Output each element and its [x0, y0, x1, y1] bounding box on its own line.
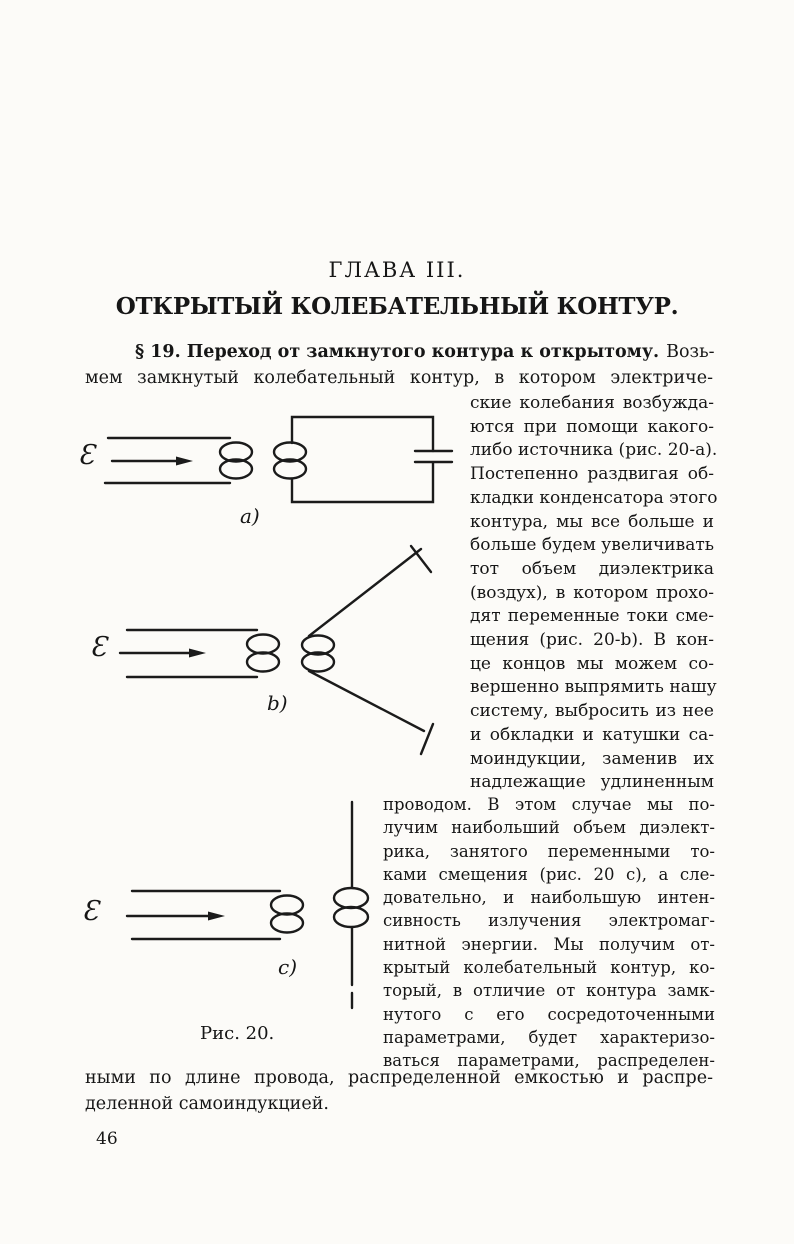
text-line: це концов мы можем со-: [470, 653, 714, 674]
section-heading: § 19. Переход от замкнутого контура к открытому.: [135, 342, 660, 362]
antenna-coil-loop: [334, 888, 368, 908]
current-arrow-head: [189, 649, 206, 658]
text-line: ются при помощи какого-: [470, 416, 714, 437]
lower-capacitor-plate: [421, 724, 433, 754]
text-column-wide: [383, 793, 715, 1073]
figure-b-circuit-diagram: [85, 540, 445, 765]
text-line: нитной энергии. Мы получим от-: [383, 934, 715, 954]
chapter-heading: ГЛАВА III.: [328, 258, 466, 282]
text-line: торый, в отличие от контура замк-: [383, 981, 715, 1001]
current-arrow-head: [176, 457, 193, 466]
text-line: нутого с его сосредоточенными: [383, 1004, 715, 1024]
text-line: моиндукции, заменив их: [470, 748, 714, 769]
primary-coil-loop: [271, 896, 303, 915]
antenna-coil-loop: [334, 907, 368, 927]
emf-label-b: Ɛ: [90, 632, 107, 663]
current-arrow-head: [208, 912, 225, 921]
text-line: крытый колебательный контур, ко-: [383, 958, 715, 978]
text-line: кладки конденсатора этого: [470, 487, 718, 508]
text-line: вершенно выпрямить нашу: [470, 677, 717, 698]
text-line: ские колебания возбужда-: [470, 393, 714, 413]
text-line: параметрами, будет характеризо-: [383, 1027, 715, 1047]
emf-label-c: Ɛ: [82, 896, 99, 927]
page-title: ОТКРЫТЫЙ КОЛЕБАТЕЛЬНЫЙ КОНТУР.: [115, 293, 679, 320]
emf-label-a: Ɛ: [78, 440, 95, 471]
closing-line-1: ными по длине провода, распределенной емкостью и распре-: [85, 1068, 713, 1088]
text-line: ваться параметрами, распределен-: [383, 1051, 715, 1071]
circuit-loop-top: [292, 417, 433, 451]
page-number: 46: [96, 1129, 118, 1149]
figure-label-a: а): [240, 504, 260, 528]
text-line: щения (рис. 20-b). В кон-: [470, 630, 714, 651]
figure-caption: Рис. 20.: [200, 1023, 275, 1044]
text-line: дят переменные токи сме-: [470, 606, 714, 627]
primary-coil-loop: [271, 914, 303, 933]
text-line: ками смещения (рис. 20 с), а сле-: [383, 864, 715, 884]
section-opening-word: Возь-: [666, 342, 715, 362]
upper-lead-wire: [309, 549, 421, 636]
text-column-narrow: [470, 392, 718, 795]
circuit-loop-bottom: [292, 463, 433, 502]
section-paragraph-line1: [85, 340, 713, 365]
text-line: рика, занятого переменными то-: [383, 841, 715, 861]
text-line: сивность излучения электромаг-: [383, 911, 715, 931]
text-line: контура, мы все больше и: [470, 511, 714, 532]
lower-lead-wire: [309, 671, 424, 731]
closing-line-2: деленной самоиндукцией.: [85, 1094, 329, 1114]
text-line: либо источника (рис. 20-а).: [470, 440, 718, 461]
primary-coil-loop: [247, 653, 279, 672]
text-line: лучим наибольший объем диэлект-: [383, 818, 715, 838]
text-line: (воздух), в котором прохо-: [470, 582, 714, 603]
primary-coil-loop: [247, 635, 279, 654]
text-line: Постепенно раздвигая об-: [470, 464, 714, 485]
section-paragraph-line2: мем замкнутый колебательный контур, в котором электриче-: [85, 368, 713, 388]
text-line: тот объем диэлектрика: [470, 558, 714, 579]
figure-label-b: b): [267, 691, 288, 715]
text-line: проводом. В этом случае мы по-: [383, 795, 715, 814]
figure-c-circuit-diagram: [80, 795, 380, 1015]
text-line: систему, выбросить из нее: [470, 701, 714, 722]
text-line: и обкладки и катушки са-: [470, 724, 714, 745]
text-line: довательно, и наибольшую интен-: [383, 888, 715, 908]
text-line: больше будем увеличивать: [470, 535, 714, 556]
figure-label-c: с): [278, 955, 298, 979]
figure-a-circuit-diagram: [80, 405, 460, 515]
text-line: надлежащие удлиненным: [470, 772, 714, 793]
